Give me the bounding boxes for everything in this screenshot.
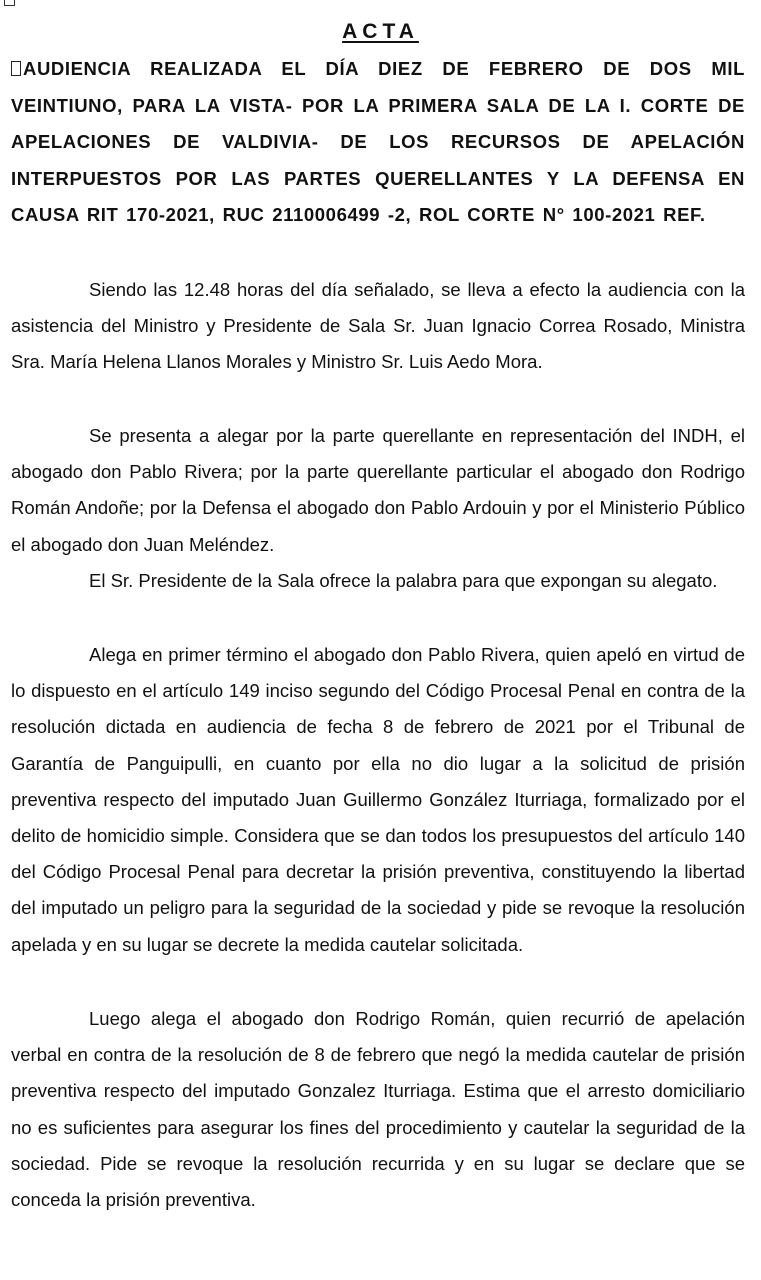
- missing-glyph-box: [4, 0, 15, 6]
- paragraph-attendance: Siendo las 12.48 horas del día señalado, se lleva a efecto la audiencia con la asistencia del Ministro y Presidente de Sala Sr. Juan Ignacio Correa Rosado, Ministra Sra. María Helena Llanos Morales y Ministro Sr. Luis Aedo Mora.: [11, 279, 745, 373]
- document-title: [0, 20, 761, 44]
- paragraph-lawyers: Se presenta a alegar por la parte querellante en representación del INDH, el abogado don Pablo Rivera; por la parte querellante particular el abogado don Rodrigo Román Andoñe; por la Defensa el abogado don Pablo Ardouin y por el Ministerio Público el abogado don Juan Meléndez.: [11, 425, 745, 555]
- document-heading-text: AUDIENCIA REALIZADA EL DÍA DIEZ DE FEBRERO DE DOS MIL VEINTIUNO, PARA LA VISTA- POR LA PRIMERA SALA DE LA I. CORTE DE APELACIONES DE VALDIVIA- DE LOS RECURSOS DE APELACIÓN INTERPUESTOS POR LAS PARTES QUERELLANTES Y LA DEFENSA EN CAUSA RIT 170-2021, RUC 2110006499 -2, ROL CORTE N° 100-2021 REF.: [11, 58, 745, 226]
- paragraph-presidente: El Sr. Presidente de la Sala ofrece la palabra para que expongan su alegato.: [89, 570, 718, 591]
- paragraph-roman: Luego alega el abogado don Rodrigo Román, quien recurrió de apelación verbal en contra de la resolución de 8 de febrero que negó la medida cautelar de prisión preventiva respecto del imputado Gonzalez Iturriaga. Estima que el arresto domiciliario no es suficientes para asegurar los fines del procedimiento y cautelar la seguridad de la sociedad. Pide se revoque la resolución recurrida y en su lugar se declare que se conceda la prisión preventiva.: [11, 1008, 745, 1211]
- document-title-text: ACTA: [342, 20, 419, 43]
- document-heading: [11, 51, 745, 234]
- paragraph-rivera: Alega en primer término el abogado don Pablo Rivera, quien apeló en virtud de lo dispuesto en el artículo 149 inciso segundo del Código Procesal Penal en contra de la resolución dictada en audiencia de fecha 8 de febrero de 2021 por el Tribunal de Garantía de Panguipulli, en cuanto por ella no dio lugar a la solicitud de prisión preventiva respecto del imputado Juan Guillermo González Iturriaga, formalizado por el delito de homicidio simple. Considera que se dan todos los presupuestos del artículo 140 del Código Procesal Penal para decretar la prisión preventiva, constituyendo la libertad del imputado un peligro para la seguridad de la sociedad y pide se revoque la resolución apelada y en su lugar se decrete la medida cautelar solicitada.: [11, 644, 745, 955]
- missing-glyph-box: [11, 61, 21, 76]
